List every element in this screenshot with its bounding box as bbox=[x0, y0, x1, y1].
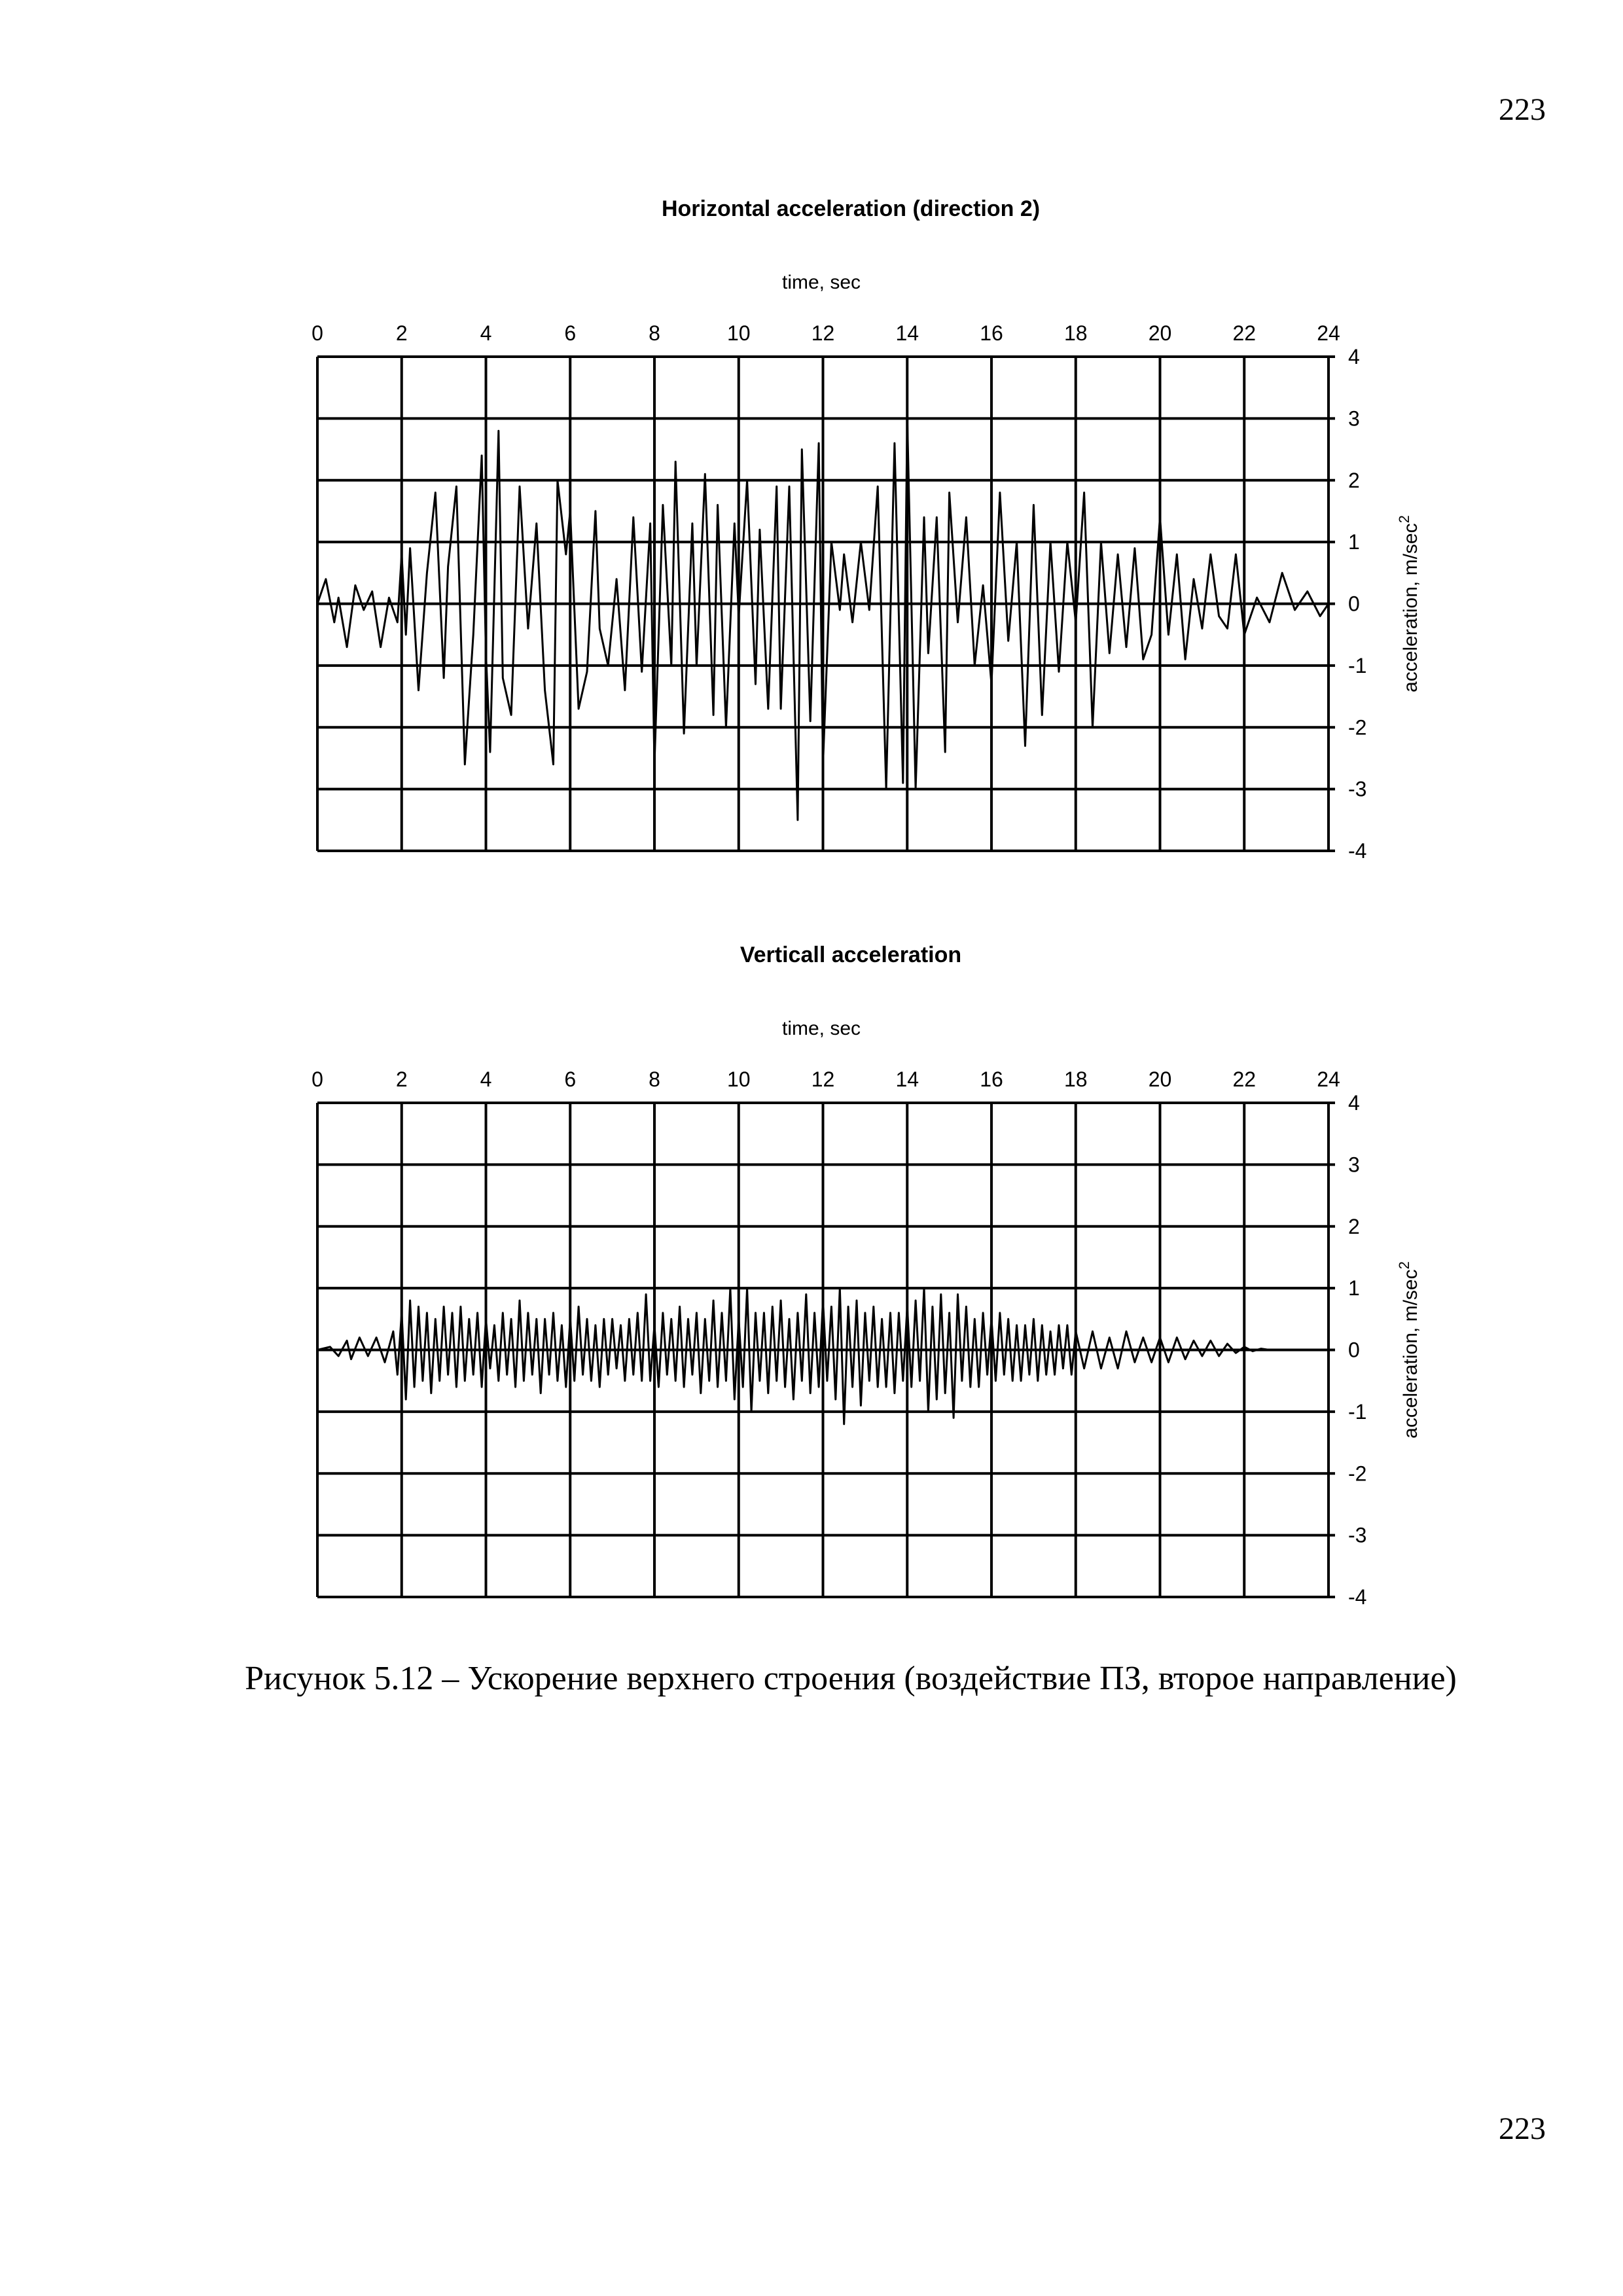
y-axis-label-exponent: 2 bbox=[1396, 1261, 1412, 1270]
y-tick-label: 0 bbox=[1348, 1338, 1360, 1362]
y-tick-label: 0 bbox=[1348, 592, 1360, 616]
x-tick-label: 22 bbox=[1232, 1067, 1257, 1091]
y-tick-label: -4 bbox=[1348, 839, 1367, 863]
x-tick-label: 8 bbox=[649, 321, 660, 345]
x-tick-label: 16 bbox=[980, 1067, 1003, 1091]
x-tick-label: 18 bbox=[1063, 1067, 1088, 1091]
y-tick-label: -1 bbox=[1348, 1399, 1367, 1424]
x-tick-label: 2 bbox=[395, 1067, 408, 1091]
y-tick-label: 1 bbox=[1348, 530, 1360, 554]
page-number-top: 223 bbox=[1499, 92, 1546, 127]
y-tick-label: -4 bbox=[1348, 1585, 1367, 1609]
y-tick-label: 3 bbox=[1348, 406, 1360, 431]
x-axis-label: time, sec bbox=[782, 1018, 861, 1039]
x-tick-label: 18 bbox=[1063, 321, 1088, 345]
x-tick-label: 0 bbox=[312, 321, 323, 345]
y-tick-label: -2 bbox=[1348, 715, 1367, 740]
x-tick-label: 24 bbox=[1317, 321, 1340, 345]
y-tick-label: 3 bbox=[1348, 1153, 1360, 1177]
x-tick-label: 10 bbox=[726, 321, 751, 345]
x-tick-label: 6 bbox=[564, 1067, 577, 1091]
chart-title: Verticall acceleration bbox=[740, 942, 962, 967]
vertical-chart-plot bbox=[0, 942, 1623, 1636]
x-axis-label: time, sec bbox=[782, 272, 861, 293]
x-tick-label: 10 bbox=[726, 1067, 751, 1091]
x-tick-label: 20 bbox=[1148, 1067, 1172, 1091]
y-tick-label: -3 bbox=[1348, 1523, 1367, 1547]
page-number-bottom: 223 bbox=[1499, 2111, 1546, 2146]
y-tick-label: -2 bbox=[1348, 1462, 1367, 1486]
y-axis-label: acceleration, $m/\sec^2$ bbox=[1396, 1261, 1421, 1439]
series-line-vertical bbox=[317, 1288, 1270, 1424]
x-tick-label: 12 bbox=[811, 321, 835, 345]
y-tick-label: 4 bbox=[1348, 345, 1360, 368]
x-tick-label: 14 bbox=[895, 1067, 919, 1091]
x-tick-label: 12 bbox=[811, 1067, 835, 1091]
x-tick-label: 24 bbox=[1317, 1067, 1340, 1091]
x-tick-label: 14 bbox=[895, 321, 919, 345]
vertical-chart bbox=[0, 942, 1623, 1636]
y-tick-label: 4 bbox=[1348, 1091, 1360, 1115]
horizontal-chart-plot bbox=[0, 196, 1623, 890]
x-tick-label: 6 bbox=[564, 321, 577, 345]
y-tick-label: 1 bbox=[1348, 1276, 1360, 1300]
y-axis-label-exponent: 2 bbox=[1396, 515, 1412, 524]
y-tick-label: 2 bbox=[1348, 468, 1360, 492]
x-tick-label: 0 bbox=[312, 1067, 323, 1091]
y-tick-label: -1 bbox=[1348, 653, 1367, 677]
x-tick-label: 8 bbox=[649, 1067, 660, 1091]
x-tick-label: 16 bbox=[980, 321, 1003, 345]
figure-caption: Рисунок 5.12 – Ускорение верхнего строения (воздействие ПЗ, второе направление) bbox=[245, 1660, 1457, 1697]
x-tick-label: 20 bbox=[1148, 321, 1172, 345]
chart-title: Horizontal acceleration (direction 2) bbox=[661, 196, 1041, 221]
y-tick-label: -3 bbox=[1348, 777, 1367, 801]
x-tick-label: 2 bbox=[395, 321, 408, 345]
y-axis-label: acceleration, $m/\sec^2$ bbox=[1396, 515, 1421, 692]
horizontal-chart bbox=[0, 196, 1623, 890]
x-tick-label: 4 bbox=[480, 321, 492, 345]
x-tick-label: 22 bbox=[1232, 321, 1257, 345]
x-tick-label: 4 bbox=[480, 1067, 492, 1091]
y-tick-label: 2 bbox=[1348, 1214, 1360, 1238]
